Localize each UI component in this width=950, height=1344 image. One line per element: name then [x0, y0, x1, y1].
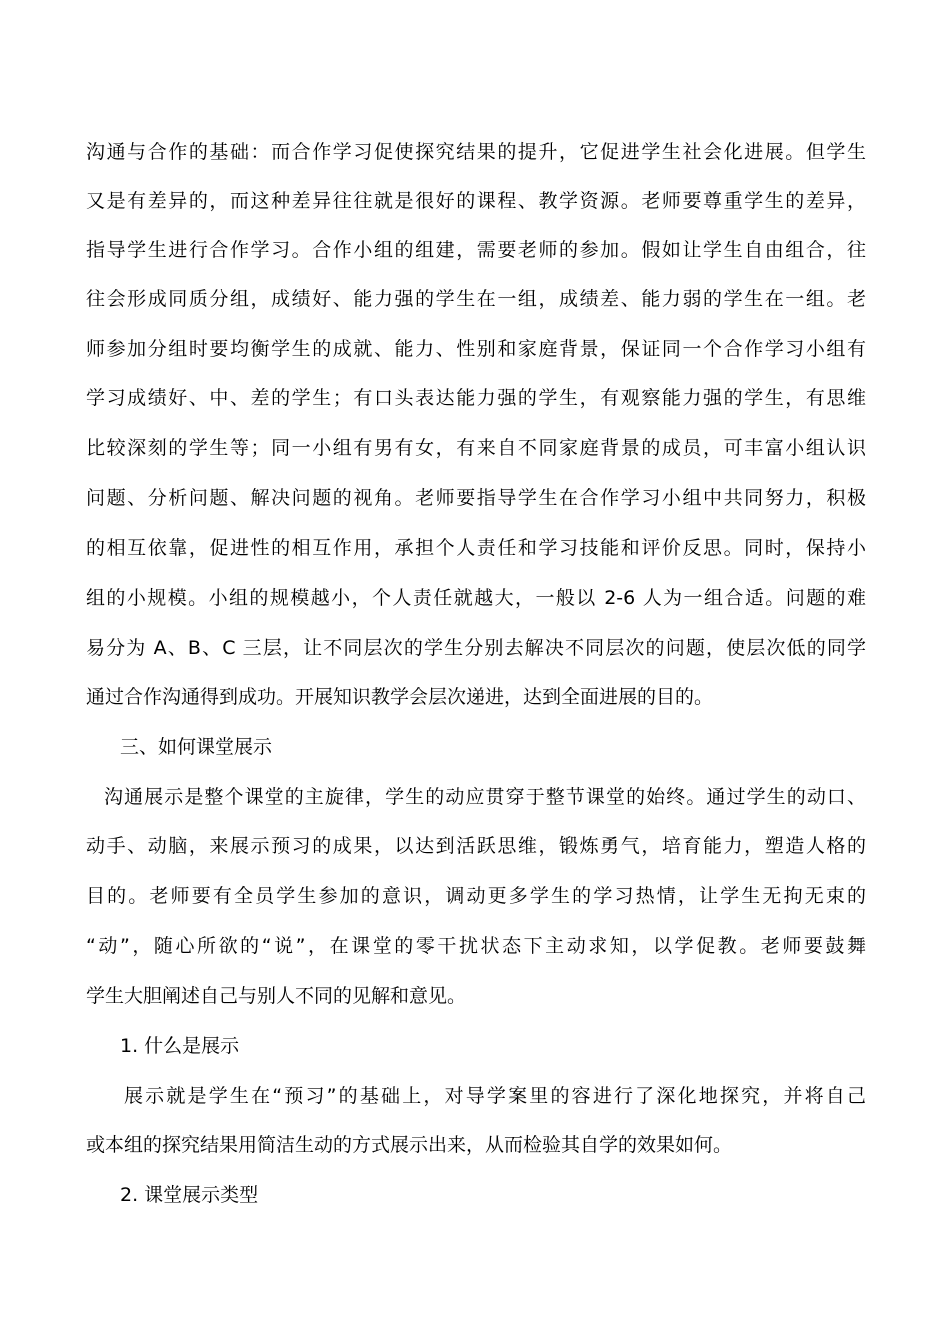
paragraph-line: 组的小规模。小组的规模越小，个人责任就越大，一般以 2-6 人为一组合适。问题的难	[86, 587, 866, 609]
paragraph-line: 的相互依靠，促进性的相互作用，承担个人责任和学习技能和评价反思。同时，保持小	[86, 537, 866, 559]
paragraph-line: 又是有差异的，而这种差异往往就是很好的课程、教学资源。老师要尊重学生的差异，	[86, 190, 866, 212]
paragraph-line: “动”，随心所欲的“说”，在课堂的零干扰状态下主动求知，以学促教。老师要鼓舞	[86, 935, 866, 957]
paragraph-line: 目的。老师要有全员学生参加的意识，调动更多学生的学习热情，让学生无拘无束的	[86, 885, 866, 907]
paragraph-line: 问题、分析问题、解决问题的视角。老师要指导学生在合作学习小组中共同努力，积极	[86, 487, 866, 509]
paragraph-line: 学生大胆阐述自己与别人不同的见解和意见。	[86, 985, 467, 1007]
paragraph-line: 沟通与合作的基础：而合作学习促使探究结果的提升，它促进学生社会化进展。但学生	[86, 141, 866, 163]
paragraph-line: 易分为 A、B、C 三层，让不同层次的学生分别去解决不同层次的问题，使层次低的同学	[86, 637, 866, 659]
paragraph-line: 动手、动脑，来展示预习的成果，以达到活跃思维，锻炼勇气，培育能力，塑造人格的	[86, 835, 866, 857]
paragraph-line: 沟通展示是整个课堂的主旋律，学生的动应贯穿于整节课堂的始终。通过学生的动口、	[104, 786, 866, 808]
paragraph-line: 师参加分组时要均衡学生的成就、能力、性别和家庭背景，保证同一个合作学习小组有	[86, 338, 866, 360]
paragraph-line: 往会形成同质分组，成绩好、能力强的学生在一组，成绩差、能力弱的学生在一组。老	[86, 288, 866, 310]
paragraph-line: 展示就是学生在“预习”的基础上，对导学案里的容进行了深化地探究，并将自己	[124, 1085, 866, 1107]
section-heading: 三、如何课堂展示	[120, 736, 273, 758]
paragraph-line: 指导学生进行合作学习。合作小组的组建，需要老师的参加。假如让学生自由组合，往	[86, 239, 866, 261]
paragraph-line: 通过合作沟通得到成功。开展知识教学会层次递进，达到全面进展的目的。	[86, 686, 714, 708]
paragraph-line: 比较深刻的学生等；同一小组有男有女，有来自不同家庭背景的成员，可丰富小组认识	[86, 437, 866, 459]
paragraph-line: 或本组的探究结果用简洁生动的方式展示出来，从而检验其自学的效果如何。	[86, 1134, 733, 1156]
subsection-heading: 1. 什么是展示	[120, 1035, 240, 1057]
paragraph-line: 学习成绩好、中、差的学生；有口头表达能力强的学生，有观察能力强的学生，有思维	[86, 387, 866, 409]
subsection-heading: 2. 课堂展示类型	[120, 1184, 259, 1206]
